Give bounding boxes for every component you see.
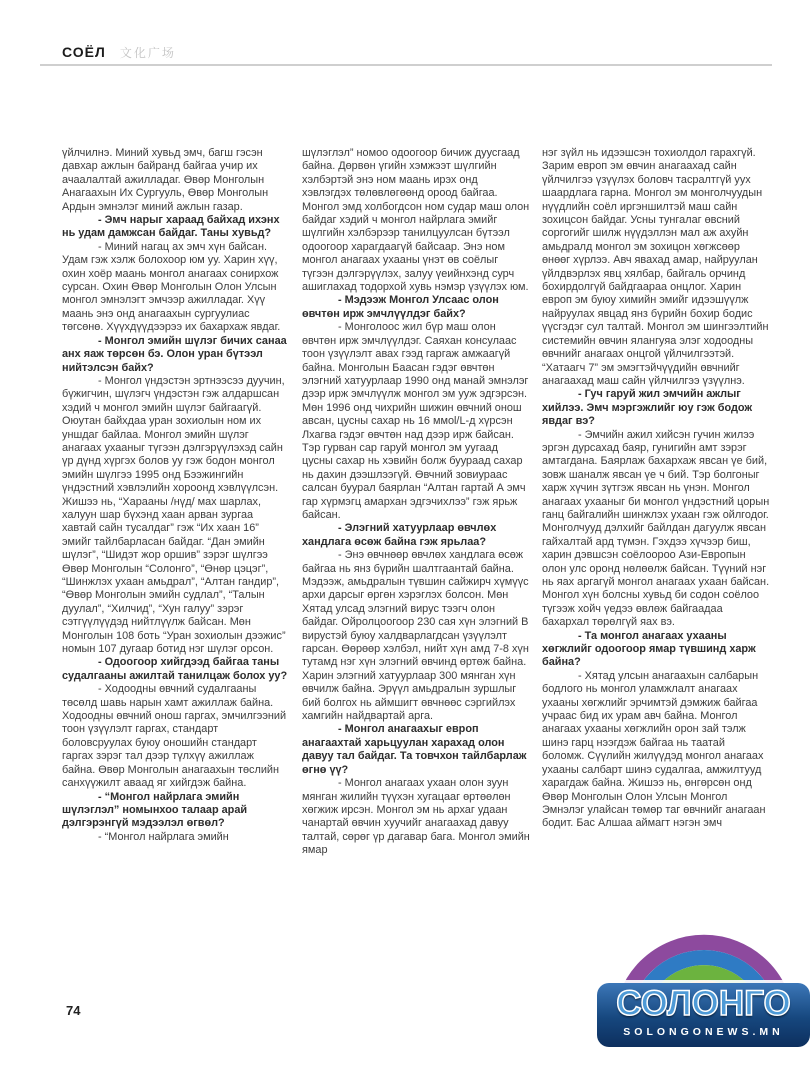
logo-url: SOLONGONEWS.MN bbox=[623, 1026, 784, 1038]
paragraph: үйлчилнэ. Миний хувьд эмч, багш гэсэн давхар ажлын байранд байгаа учир их ачаалалтай ажилладаг. Өвөр Монголын Анагаахын Их Сургууль, Өвөр Монголын Ардын эмнэлэг миний ажлын газар. bbox=[62, 147, 269, 213]
logo-title: СОЛОНГО bbox=[616, 984, 791, 1023]
page-header bbox=[62, 44, 176, 62]
interview-question: - Эмч нарыг хараад байхад ихэнх нь удам дамжсан байдаг. Таны хувьд? bbox=[62, 214, 280, 240]
paragraph: - “Монгол найрлага эмийн bbox=[98, 830, 229, 843]
interview-question: - Мэдээж Монгол Улсаас олон өвчтөн ирж эмчлүүлдэг байх? bbox=[302, 294, 499, 320]
paragraph: шүлэглэл” номоо одоогоор бичиж дуусгаад байна. Дөрвөн үгийн хэмжээт шүлгийн хэлбэртэй энэ ном маань ирэх онд хэвлэгдэх төлөвлөгөөнд ороод байгаа. Монгол эмд холбогдсон ном судар маш олон байдаг хэдий ч монгол найрлага эмийг шүлгийн хэлбэрээр танилцуулсан бүтээл одоогоор харагдаагүй байсаар. Энэ ном монгол анагаах ухааны үнэт өв соёлыг түгээн дэлгэрүүлэх, залуу үеийнхэнд сурч ашиглахад тодорхой хувь нэмэр үзүүлэх юм. bbox=[302, 147, 530, 294]
paragraph: - Энэ өвчнөөр өвчлөх хандлага өсөж байгаа нь янз бүрийн шалтгаантай байна. Мэдээж, амьдралын түвшин сайжирч хүмүүс архи дарсыг өргөн хэрэглэх болсон. Мөн Хятад улсад элэгний вирус тээгч олон байдаг. Ойролцоогоор 230 сая хүн элэгний В вирустэй буюу халдварлагдсан үзүүлэлт гарсан. Өөрөөр хэлбэл, нийт хүн амд 7-8 хүн тутамд нэг хүн элэгний өвчинд өртөж байна. Харин элэгний хатуурлаар 300 мянган хүн өвчилж байна. Эрүүл амьдралын зуршлыг бий болгох нь аймшигт өвчнөөс сэргийлэх хамгийн найдвартай арга. bbox=[302, 549, 529, 723]
paragraph: - Монголоос жил бүр маш олон өвчтөн ирж эмчлүүлдэг. Саяхан консулаас тоон үзүүлэлт авах гээд гаргаж амжаагүй байна. Монголын Баасан гэдэг өвчтөн элэгний хатуурлаар 1990 онд манай эмнэлэг дээр ирж эмчлүүлж монгол эм ууж эдгэрсэн. Мөн 1996 онд чихрийн шижин өвчний онош авсан, цусны сахар нь 16 ммоl/L-д хүрсэн Лхагва гэдэг өвчтөн над дээр ирж байсан. Тэр гурван сар гаруй монгол эм уугаад цусны сахар нь хэвийн болж буураад сахар нь дахин дээшлээгүй. Өвчний зовиураас салсан буурал баярлан “Алтан гартай А эмч гар хүрмэгц амархан эдгэчихлээ” гэж ярьж байсан. bbox=[302, 321, 529, 521]
logo-banner bbox=[597, 983, 810, 1047]
text-column bbox=[542, 147, 770, 995]
paragraph: - Хятад улсын анагаахын салбарын бодлого нь монгол уламжлалт анагаах ухааны хөгжлийг эрчимтэй дэмжиж байгаа учраас бид их урам авч байна. Монгол анагаах ухааны хөгжлийн орон зай тэлж шинэ гарц нээгдэж байгаа нь таатай боломж. Сүүлийн жилүүдэд монгол анагаах ухааны салбарт шинэ судалгаа, амжилтууд харагдаж байна. Жишээ нь, өнгөрсөн онд Өвөр Монголын Олон Улсын Монгол Эмнэлэг улайсан төмөр таг өвчнийг анагаан бодит. Бас Алшаа аймагт нэгэн эмч bbox=[542, 669, 766, 830]
section-title: СОЁЛ bbox=[62, 44, 106, 60]
paragraph: - Монгол үндэстэн эртнээсээ дуучин, бүжигчин, шүлэгч үндэстэн гэж алдаршсан хэдий ч монгол эмийн шүлэг байгаагүй. Оюутан байхдаа уран зохиолын ном их уншдаг байлаа. Монгол эмийн шүлэг анагаах ухааныг түгээн дэлгэрүүлэхэд сайн үр дүнд хүргэх болов уу гэж бодон монгол эмийн шүлгээ 1995 онд Бээжингийн үндэстний хэвлэлийн хороонд хэвлүүлсэн. Жишээ нь, “Харааны /нүд/ мах шарлах, халуун шар бүхэнд хаан арван зургаа хавтай сайн тусалдаг” гэж “Их хаан 16” эмийг тайлбарласан байдаг. “Дан эмийн шүлэг”, “Шидэт жор оршив” зэрэг шүлгээ Өвөр Монголын “Солонго”, “Өнөр цэцэг”, “Шинжлэх ухаан амьдрал”, “Алтан гандир”, “Өвөр Монголын эмийн судлал”, “Талын дуулал”, “Хилчид”, “Хун галуу” зэрэг сэтгүүлүүдэд нийтлүүлж байсан. Мөн Монголын 108 боть “Уран зохиолын дээжис” номын 107 дугаар ботид нэг шүлэг орсон. bbox=[62, 374, 286, 656]
interview-question: - Монгол эмийн шүлэг бичих санаа анх яаж төрсөн бэ. Олон уран бүтээл нийтэлсэн байх? bbox=[62, 334, 287, 374]
header-rule bbox=[40, 64, 772, 66]
interview-question: - Монгол анагаахыг европ анагаахтай харьцуулан харахад олон давуу тал байдаг. Та товчхон тайлбарлаж өгнө үү? bbox=[302, 723, 527, 776]
interview-question: - Элэгний хатуурлаар өвчлөх хандлага өсөж байна гэж ярьлаа? bbox=[302, 522, 497, 548]
section-subtitle: 文化广场 bbox=[119, 46, 176, 60]
interview-question: - Гуч гаруй жил эмчийн ажлыг хийлээ. Эмч мэргэжлийг юу гэж бодож явдаг вэ? bbox=[542, 388, 753, 428]
paragraph: - Миний нагац ах эмч хүн байсан. Удам гэж хэлж болохоор юм уу. Харин хүү, охин хоёр маань монгол анагаах сонирхож сурсан. Охин Өвөр Монголын Олон Улсын монгол эмнэлэгт эмчээр ажилладаг. Хүү маань энэ онд анагаахын сургуулиас төгсөнө. Хүүхдүүдээрээ их бахархаж явдаг. bbox=[62, 240, 281, 334]
article-columns bbox=[62, 147, 770, 995]
interview-question: - “Монгол найрлага эмийн шүлэглэл” номынхоо талаар арай дэлгэрэнгүй мэдээлэл өгвөл? bbox=[62, 790, 248, 830]
solongo-logo bbox=[593, 930, 812, 1070]
interview-question: - Та монгол анагаах ухааны хөгжлийг одоогоор ямар түвшинд харж байна? bbox=[542, 629, 756, 669]
paragraph: - Ходоодны өвчний судалгааны төсөлд шавь нарын хамт ажиллаж байна. Ходоодны өвчний онош гаргах, эмчилгээний тоон үзүүлэлт гаргах, стандарт боловсруулах буюу оношийн стандарт гаргах зэрэг тал дээр түлхүү ажиллаж байна. Өвөр Монголын анагаахын төслийн санхүүжилт аваад яг хийгдэж байна. bbox=[62, 683, 287, 790]
text-column bbox=[62, 147, 290, 995]
paragraph: - Монгол анагаах ухаан олон зуун мянган жилийн түүхэн хугацааг өртөөлөн хөгжиж ирсэн. Монгол эм нь архаг удаан чанартай өвчин хуучийг анагаахад давуу талтай, сөрөг үр дагавар бага. Монгол эмийн ямар bbox=[302, 777, 530, 857]
page-number: 74 bbox=[66, 1003, 81, 1018]
paragraph: нэг зүйл нь идээшсэн тохиолдол гарахгүй. Зарим европ эм өвчин анагаахад сайн үйлчилгээ үзүүлэх боловч тасралтгүй уух шаардлага гарна. Монгол эм монголчуудын нүүдлийн соёл иргэншилтэй маш сайн зохицсон байдаг. Усны тунгалаг өвсний соргогийг шилж нүүдэллэн мал аж ахуйн амьдралд монгол эм зохицон хөгжсөөр өнөөг хүрлээ. Авч явахад амар, найруулан үйлдвэрлэх явц хялбар, байгаль орчинд бохирдолгүй байдгаараа онцлог. Харин европ эм буюу химийн эмийг идээшүүлж найруулах явцад янз бүрийн бохир бодис үүсгэдэг сул талтай. Монгол эм шингээлтийн системийн өвчин ялангуяа элэг ходоодны өвчнийг анагаах онцгой үйлчилгээтэй. “Хатаагч 7” эм эмэгтэйчүүдийн өвчнийг анагаахад маш сайн үйлчилгээ үзүүлнэ. bbox=[542, 147, 769, 387]
paragraph: - Эмчийн ажил хийсэн гучин жилээ эргэн дурсахад баяр, гунигийн амт зэрэг амтагдана. Баярлаж бахархаж явсан үе бий, зовж шаналж явсан үе ч бий. Тэр болгоныг харж хүчин зүтгэж явсан нь үнэн. Монгол анагаах ухааныг би монгол үндэстний цорын ганц байгалийн шинжлэх ухаан гэж ойлгодог. Монголчууд дэлхийг байлдан дагуулж явсан гайхалтай ард түмэн. Гэхдээ хүчээр биш, харин дэвшсэн соёлоороо Ази-Европын олон улс оронд нөлөөлж байсан. Түүний нэг нь яах аргагүй монгол анагаах ухаан байсан. Монгол хүн болсны хувьд би содон соёлоо түгээж хойч үедээ өвлөж байгаадаа бахархал төрөлгүй яах вэ. bbox=[542, 428, 770, 629]
interview-question: - Одоогоор хийгдээд байгаа таны судалгааны ажилтай танилцаж болох уу? bbox=[62, 656, 288, 682]
text-column bbox=[302, 147, 530, 995]
